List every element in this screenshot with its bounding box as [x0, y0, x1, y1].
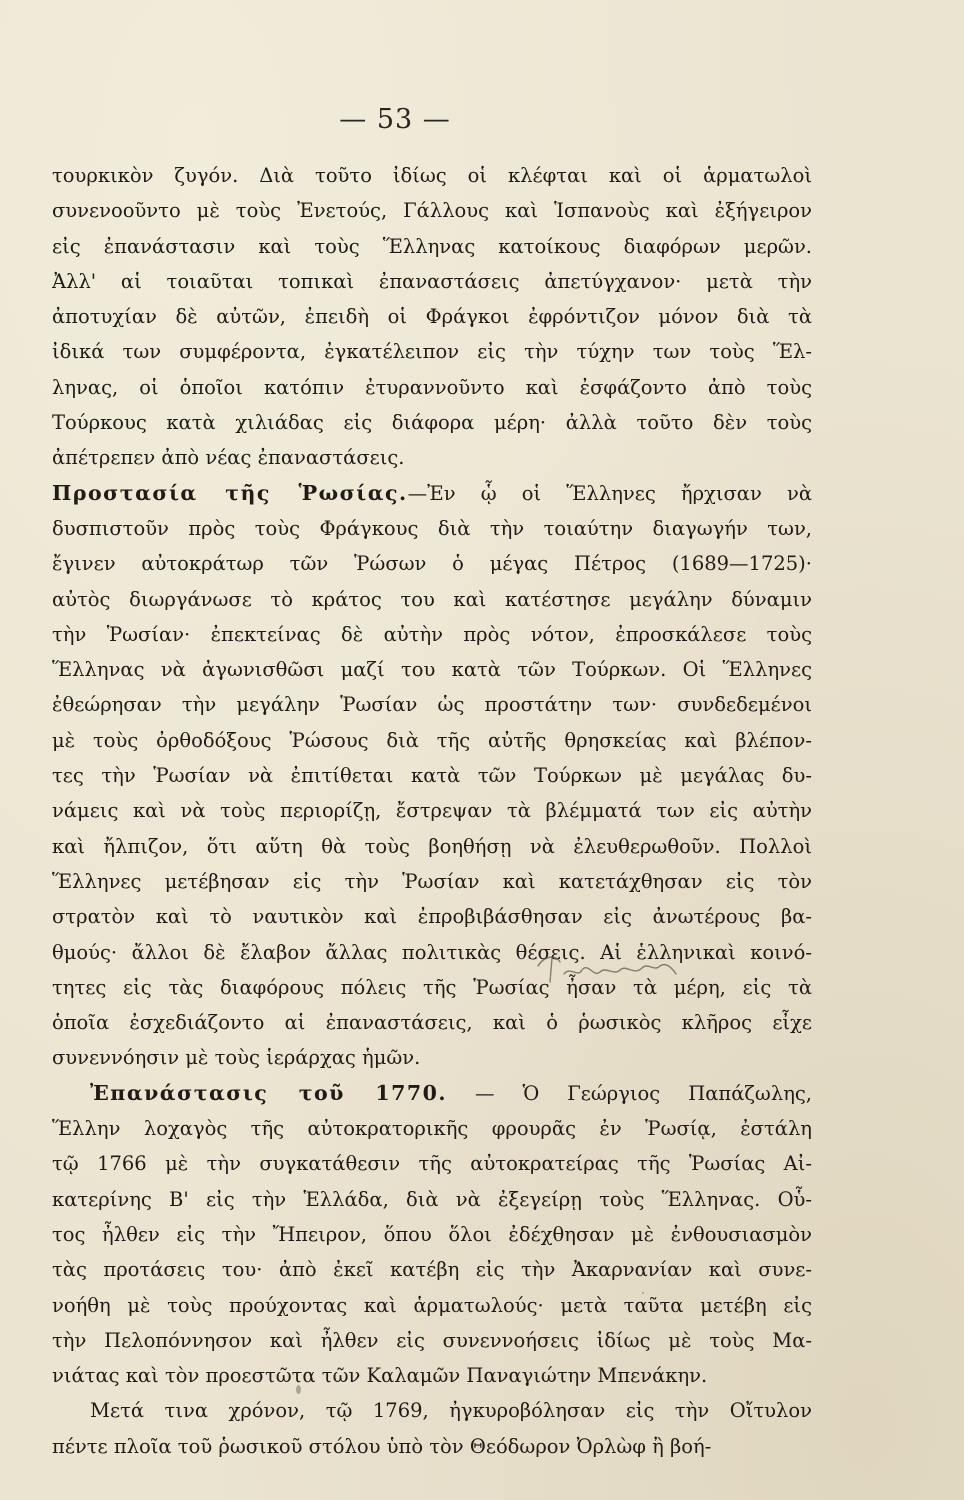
- text-line: νάμεις καὶ νὰ τοὺς περιορίζῃ, ἔστρεψαν τὰ βλέμματά των εἰς αὐτὴν: [52, 799, 812, 823]
- text-line: νιάτας καὶ τὸν προεστῶτα τῶν Καλαμῶν Παναγιώτην Μπενάκην.: [52, 1364, 708, 1388]
- text-line: πέντε πλοῖα τοῦ ῥωσικοῦ στόλου ὑπὸ τὸν Θεόδωρον Ὀρλὼφ ἢ βοή-: [52, 1434, 712, 1458]
- text-line: ἔγινεν αὐτοκράτωρ τῶν Ῥώσων ὁ μέγας Πέτρος (1689—1725)·: [52, 552, 812, 576]
- ink-speck: [296, 1385, 301, 1394]
- body-text: [52, 158, 812, 1464]
- text-line: τες τὴν Ῥωσίαν νὰ ἐπιτίθεται κατὰ τῶν Τούρκων μὲ μεγάλας δυ-: [52, 764, 812, 788]
- text-line: συνενοοῦντο μὲ τοὺς Ἐνετούς, Γάλλους καὶ Ἱσπανοὺς καὶ ἐξήγειρον: [52, 199, 812, 223]
- text-line: τὴν Πελοπόννησον καὶ ἦλθεν εἰς συνεννοήσεις ἰδίως μὲ τοὺς Μα-: [52, 1328, 812, 1352]
- text-line: καὶ ἤλπιζον, ὅτι αὕτη θὰ τοὺς βοηθήσῃ νὰ ἐλευθερωθοῦν. Πολλοὶ: [52, 834, 812, 858]
- text-line: Ἕλληνες μετέβησαν εἰς τὴν Ῥωσίαν καὶ κατετάχθησαν εἰς τὸν: [52, 869, 812, 893]
- text-line: θμούς· ἄλλοι δὲ ἔλαβον ἄλλας πολιτικὰς θέσεις. Αἱ ἑλληνικαὶ κοινό-: [52, 940, 812, 964]
- text-line: Ἀλλ' αἱ τοιαῦται τοπικαὶ ἐπαναστάσεις ἀπετύγχανον· μετὰ τὴν: [52, 269, 812, 293]
- section-heading-russia: Προστασία τῆς Ῥωσίας.: [52, 480, 408, 505]
- text-line: αὐτὸς διωργάνωσε τὸ κράτος του καὶ κατέστησε μεγάλην δύναμιν: [52, 587, 812, 611]
- text-line: τουρκικὸν ζυγόν. Διὰ τοῦτο ἰδίως οἱ κλέφται καὶ οἱ ἁρματωλοὶ: [52, 164, 812, 187]
- text-line: Ἕλληνας νὰ ἀγωνισθῶσι μαζί του κατὰ τῶν Τούρκων. Οἱ Ἕλληνες: [52, 658, 812, 682]
- text-line: Τούρκους κατὰ χιλιάδας εἰς διάφορα μέρη· ἀλλὰ τοῦτο δὲν τοὺς: [52, 411, 812, 435]
- section-heading-line: Προστασία τῆς Ῥωσίας.—Ἐν ᾧ οἱ Ἕλληνες ἤρχισαν νὰ: [52, 480, 812, 505]
- text-line: τὴν Ῥωσίαν· ἐπεκτείνας δὲ αὐτὴν πρὸς νότον, ἐπροσκάλεσε τοὺς: [52, 622, 812, 646]
- text-line: νοήθη μὲ τοὺς προύχοντας καὶ ἁρματωλούς· μετὰ ταῦτα μετέβη εἰς: [52, 1293, 812, 1317]
- section-heading-line: Ἐπανάστασις τοῦ 1770. — Ὁ Γεώργιος Παπάζωλης,: [90, 1080, 812, 1105]
- text-line: ἀπέτρεπεν ἀπὸ νέας ἐπαναστάσεις.: [52, 446, 405, 470]
- text-line: ἐθεώρησαν τὴν μεγάλην Ῥωσίαν ὡς προστάτην των· συνδεδεμένοι: [52, 693, 812, 717]
- text-line: κατερίνης Β' εἰς τὴν Ἑλλάδα, διὰ νὰ ἐξεγείρῃ τοὺς Ἕλληνας. Οὗ-: [52, 1187, 812, 1211]
- text-line: δυσπιστοῦν πρὸς τοὺς Φράγκους διὰ τὴν τοιαύτην διαγωγήν των,: [52, 516, 812, 540]
- text-line: τος ἦλθεν εἰς τὴν Ἤπειρον, ὅπου ὅλοι ἐδέχθησαν μὲ ἐνθουσιασμὸν: [52, 1222, 812, 1246]
- text-line: τῷ 1766 μὲ τὴν συγκατάθεσιν τῆς αὐτοκρατείρας τῆς Ῥωσίας Αἰ-: [52, 1152, 812, 1176]
- text-line: Μετά τινα χρόνον, τῷ 1769, ἠγκυροβόλησαν εἰς τὴν Οἴτυλον: [90, 1399, 812, 1423]
- ink-speck: [642, 1292, 644, 1294]
- text-line: ληνας, οἱ ὁποῖοι κατόπιν ἐτυραννοῦντο καὶ ἐσφάζοντο ἀπὸ τοὺς: [52, 375, 812, 399]
- text-line: εἰς ἐπανάστασιν καὶ τοὺς Ἕλληνας κατοίκους διαφόρων μερῶν.: [52, 234, 812, 258]
- text-line: τὰς προτάσεις του· ἀπὸ ἐκεῖ κατέβη εἰς τὴν Ἀκαρνανίαν καὶ συνε-: [52, 1258, 812, 1282]
- handwritten-annotation: [530, 948, 680, 988]
- text-line: Ἕλλην λοχαγὸς τῆς αὐτοκρατορικῆς φρουρᾶς ἐν Ῥωσίᾳ, ἐστάλη: [52, 1117, 812, 1141]
- text-line: στρατὸν καὶ τὸ ναυτικὸν καὶ ἐπροβιβάσθησαν εἰς ἀνωτέρους βα-: [52, 905, 812, 929]
- page-number: — 53 —: [339, 104, 451, 135]
- text-line: ἀποτυχίαν δὲ αὐτῶν, ἐπειδὴ οἱ Φράγκοι ἐφρόντιζον μόνον διὰ τὰ: [52, 305, 812, 329]
- text-line: μὲ τοὺς ὀρθοδόξους Ῥώσους διὰ τῆς αὐτῆς θρησκείας καὶ βλέπον-: [52, 728, 812, 752]
- text-line: συνεννόησιν μὲ τοὺς ἱεράρχας ἡμῶν.: [52, 1046, 421, 1070]
- text-line: τητες εἰς τὰς διαφόρους πόλεις τῆς Ῥωσίας ἦσαν τὰ μέρη, εἰς τὰ: [52, 975, 812, 999]
- section-heading-revolution-1770: Ἐπανάστασις τοῦ 1770.: [90, 1080, 448, 1105]
- text-line: ἰδικά των συμφέροντα, ἐγκατέλειπον εἰς τὴν τύχην των τοὺς Ἕλ-: [52, 340, 812, 364]
- text-line: ὁποῖα ἐσχεδιάζοντο αἱ ἐπαναστάσεις, καὶ ὁ ῥωσικὸς κλῆρος εἶχε: [52, 1011, 812, 1035]
